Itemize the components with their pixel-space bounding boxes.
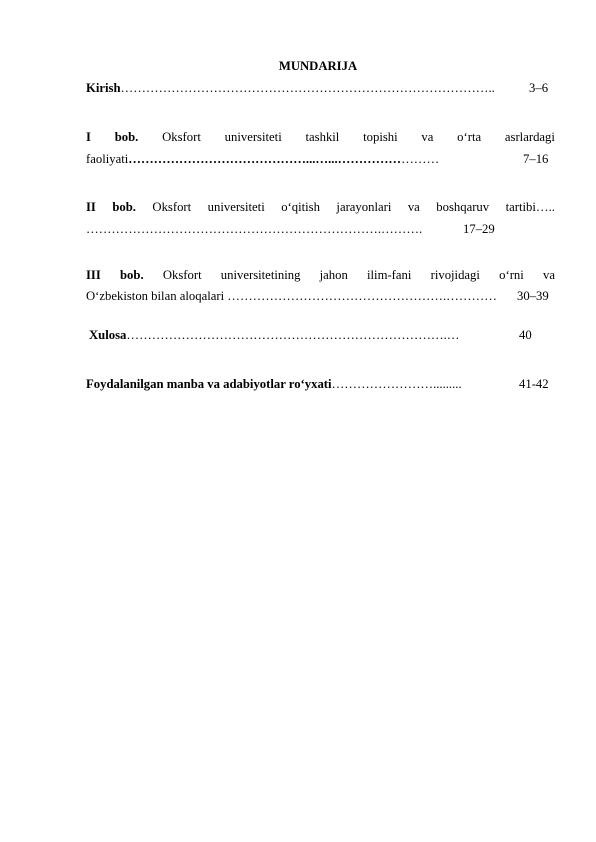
chapter-word: bob. (114, 130, 139, 144)
toc-word: asrlardagi (504, 130, 555, 144)
toc-word: tashkil (305, 130, 340, 144)
toc-word: va (421, 130, 434, 144)
toc-word: topishi (363, 130, 398, 144)
toc-leader: ………………………………………………………………….… (126, 328, 460, 342)
page-title: MUNDARIJA (278, 59, 358, 73)
toc-word: universiteti (224, 130, 282, 144)
toc-page-number: 41-42 (519, 377, 549, 391)
toc-word: o‘rta (457, 130, 482, 144)
chapter-word: bob. (120, 268, 144, 282)
toc-entry-xulosa (89, 327, 558, 344)
toc-word: universitetining (220, 268, 301, 282)
toc-word: o‘rni (499, 268, 524, 282)
toc-word: boshqaruv (436, 200, 490, 214)
toc-leader: ……………………......... (331, 377, 462, 391)
toc-leader: …………………………………………………………………………….. (120, 81, 495, 95)
toc-entry-bob1-line1 (86, 129, 555, 146)
toc-word: universiteti (207, 200, 265, 214)
chapter-word: bob. (112, 200, 136, 214)
toc-word: Oksfort (162, 130, 201, 144)
toc-word: Oksfort (162, 268, 202, 282)
toc-word: o‘qitish (281, 200, 320, 214)
toc-label: Kirish (86, 81, 121, 95)
toc-label: Foydalanilgan manba va adabiyotlar ro‘yxati (86, 377, 332, 391)
toc-word: jahon (319, 268, 348, 282)
toc-entry-bob2-line1 (86, 199, 555, 216)
toc-page-number: 30–39 (517, 289, 549, 303)
toc-word: va (407, 200, 420, 214)
toc-label: Xulosa (89, 328, 127, 342)
toc-leader: …………………………………………………………….………. (86, 222, 423, 236)
toc-leader: ……… (401, 152, 440, 166)
chapter-number: II (86, 200, 96, 214)
toc-entry-bob3-line2 (86, 288, 555, 305)
toc-word: jarayonlari (336, 200, 392, 214)
toc-word: rivojidagi (430, 268, 480, 282)
toc-page-number: 3–6 (529, 81, 549, 95)
toc-entry-foydalanilgan (86, 376, 555, 393)
chapter-number: III (86, 268, 101, 282)
toc-word: Oksfort (152, 200, 192, 214)
toc-leader: …………………………………………….………… (227, 289, 497, 303)
toc-page-number: 40 (519, 328, 532, 342)
chapter-number: I (86, 130, 91, 144)
toc-word: va (542, 268, 555, 282)
toc-page-number: 17–29 (463, 222, 495, 236)
toc-word: ilim-fani (367, 268, 412, 282)
toc-word: tartibi….. (505, 200, 555, 214)
toc-label: O‘zbekiston bilan aloqalari (86, 289, 225, 303)
toc-entry-kirish (86, 80, 555, 97)
toc-entry-bob2-line2 (86, 221, 555, 238)
toc-leader-bold: ……………………………………...…...…………… (128, 152, 402, 166)
toc-page-number: 7–16 (523, 152, 549, 166)
toc-entry-bob3-line1 (86, 267, 555, 284)
toc-entry-bob1-line2 (86, 151, 555, 168)
toc-label: faoliyati (86, 152, 129, 166)
